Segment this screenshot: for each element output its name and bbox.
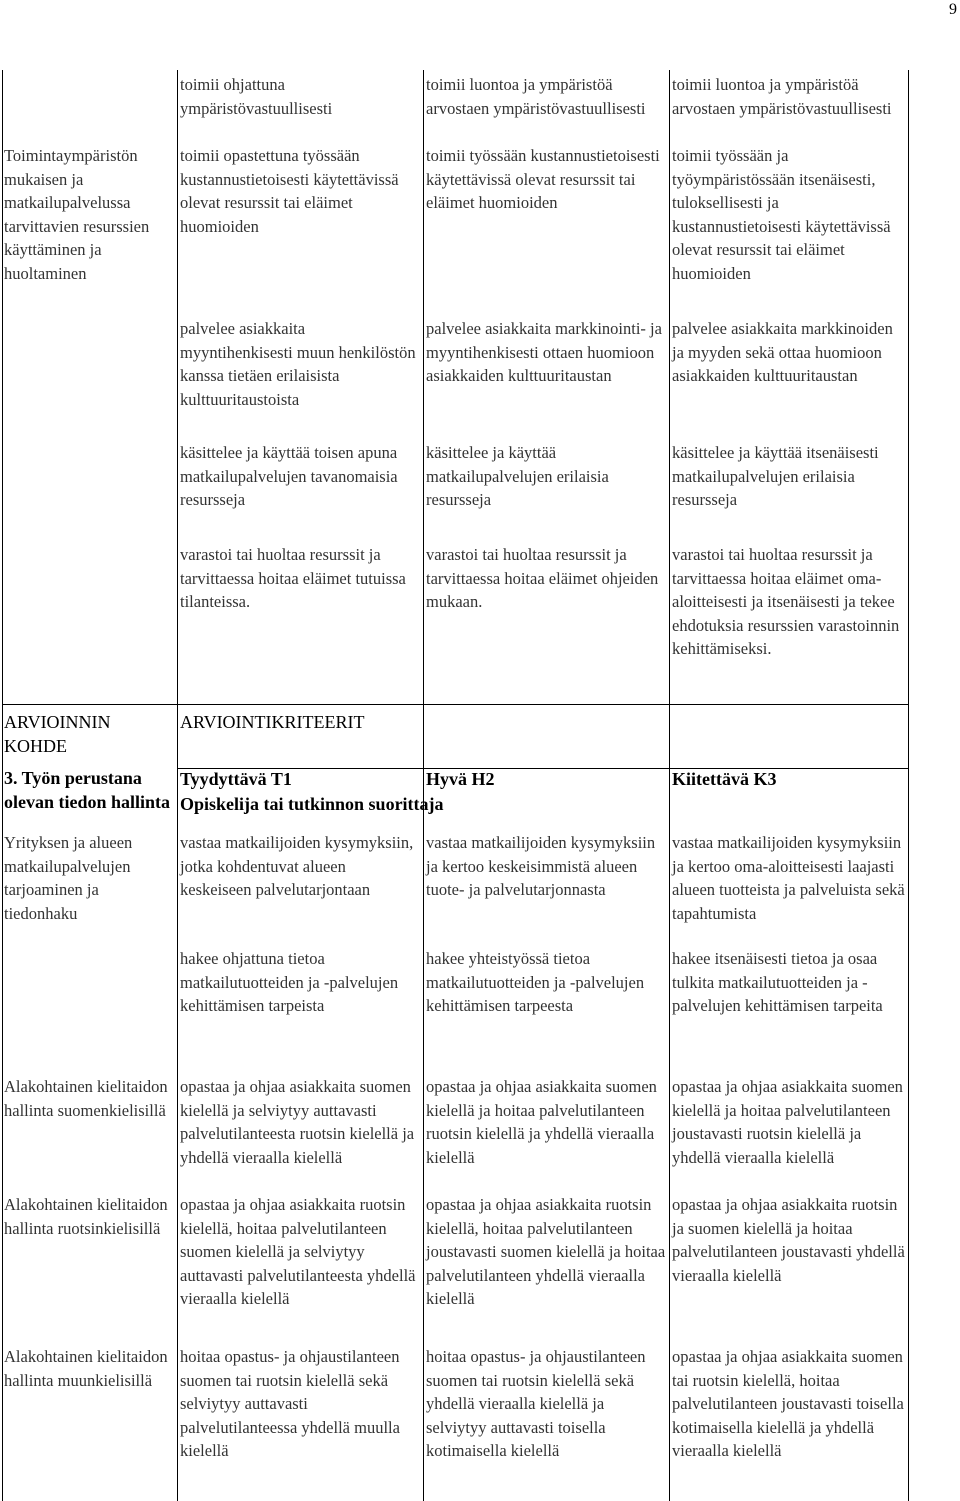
grade-h2-heading: Hyvä H2: [426, 769, 495, 789]
table-border-right: [908, 70, 909, 1501]
upper-h2-item: palvelee asiakkaita markkinointi- ja myyntihenkisesti ottaen huomioon asiakkaiden kulttuuritaustan: [426, 319, 662, 386]
assessment-table: [2, 70, 960, 1501]
divider-upper-end: [2, 704, 909, 705]
lower-k3-item: opastaa ja ohjaa asiakkaita ruotsin ja suomen kielellä ja hoitaa palvelutilanteen joustavasti yhdellä vieraalla kielellä: [672, 1195, 905, 1285]
lower-t1-item: opastaa ja ohjaa asiakkaita suomen kielellä ja selviytyy auttavasti palvelutilanteesta ruotsin kielellä ja yhdellä vieraalla kielellä: [180, 1077, 415, 1167]
lower-k3-item: opastaa ja ohjaa asiakkaita suomen kielellä ja hoitaa palvelutilanteen joustavasti ruotsin kielellä ja yhdellä vieraalla kielellä: [672, 1077, 903, 1167]
lower-h2-item: hoitaa opastus- ja ohjaustilanteen suomen tai ruotsin kielellä sekä yhdellä vieraalla kielellä ja selviytyy auttavasti toisella kotimaisella kielellä: [426, 1347, 646, 1461]
upper-h2-item: käsittelee ja käyttää matkailupalvelujen erilaisia resursseja: [426, 443, 609, 510]
column-divider-label: [177, 70, 178, 1501]
lower-k3-item: opastaa ja ohjaa asiakkaita suomen tai ruotsin kielellä, hoitaa palvelutilanteen joustavasti toisella kotimaisella kielellä ja yhdellä vieraalla kielellä: [672, 1347, 904, 1461]
lower-h2-item: opastaa ja ohjaa asiakkaita suomen kielellä ja hoitaa palvelutilanteen ruotsin kielellä ja yhdellä vieraalla kielellä: [426, 1077, 657, 1167]
lower-k3-item: hakee itsenäisesti tietoa ja osaa tulkita matkailutuotteiden ja -palvelujen kehittämisen tarpeita: [672, 949, 883, 1016]
column-divider-h2: [669, 70, 670, 1501]
upper-row-label: Toimintaympäristön mukaisen ja matkailupalvelussa tarvittavien resurssien käyttäminen ja huoltaminen: [4, 146, 150, 283]
upper-t1-item: toimii ohjattuna ympäristövastuullisesti: [180, 75, 333, 118]
upper-t1-item: käsittelee ja käyttää toisen apuna matkailupalvelujen tavanomaisia resursseja: [180, 443, 398, 510]
lower-row-label: Yrityksen ja alueen matkailupalvelujen tarjoaminen ja tiedonhaku: [4, 833, 133, 923]
upper-h2-item: toimii luontoa ja ympäristöä arvostaen ympäristövastuullisesti: [426, 75, 646, 118]
lower-h2-item: vastaa matkailijoiden kysymyksiin ja kertoo keskeisimmistä alueen tuote- ja palvelutarjonnasta: [426, 833, 656, 900]
grade-t1-heading: Tyydyttävä T1: [180, 769, 292, 789]
lower-t1-item: vastaa matkailijoiden kysymyksiin, jotka kohdentuvat alueen keskeiseen palvelutarjontaan: [180, 833, 414, 900]
upper-k3-item: käsittelee ja käyttää itsenäisesti matkailupalvelujen erilaisia resursseja: [672, 443, 879, 510]
upper-t1-item: palvelee asiakkaita myyntihenkisesti muun henkilöstön kanssa tietäen erilaisista kulttuuritaustoista: [180, 319, 416, 409]
lower-t1-item: hoitaa opastus- ja ohjaustilanteen suomen tai ruotsin kielellä sekä selviytyy auttavasti palvelutilanteessa yhdellä muulla kielellä: [180, 1347, 400, 1461]
section-title: 3. Työn perustana olevan tiedon hallinta: [4, 768, 171, 812]
lower-t1-item: opastaa ja ohjaa asiakkaita ruotsin kielellä, hoitaa palvelutilanteen suomen kielellä ja selviytyy auttavasti palvelutilanteesta yhdellä vieraalla kielellä: [180, 1195, 416, 1309]
lower-t1-item: hakee ohjattuna tietoa matkailutuotteiden ja -palvelujen kehittämisen tarpeista: [180, 949, 399, 1016]
lower-row-label: Alakohtainen kielitaidon hallinta suomenkielisillä: [4, 1077, 168, 1120]
lower-h2-item: opastaa ja ohjaa asiakkaita ruotsin kielellä, hoitaa palvelutilanteen joustavasti suomen kielellä ja hoitaa palvelutilanteen yhdellä vieraalla kielellä: [426, 1195, 666, 1309]
column-divider-t1: [423, 70, 424, 1501]
lower-row-label: Alakohtainen kielitaidon hallinta muunkielisillä: [4, 1347, 168, 1390]
table-border-left: [2, 70, 3, 1501]
lower-k3-item: vastaa matkailijoiden kysymyksiin ja kertoo oma-aloitteisesti laajasti alueen tuotteista ja palveluista sekä tapahtumista: [672, 833, 905, 923]
lower-row-label: Alakohtainen kielitaidon hallinta ruotsinkielisillä: [4, 1195, 168, 1238]
assessment-criteria-label: ARVIOINTIKRITEERIT: [180, 712, 365, 732]
grade-k3-heading: Kiitettävä K3: [672, 769, 777, 789]
lower-h2-item: hakee yhteistyössä tietoa matkailutuotteiden ja -palvelujen kehittämisen tarpeesta: [426, 949, 645, 1016]
upper-h2-item: toimii työssään kustannustietoisesti käytettävissä olevat resurssit tai eläimet huomioiden: [426, 146, 660, 213]
upper-k3-item: toimii luontoa ja ympäristöä arvostaen ympäristövastuullisesti: [672, 75, 892, 118]
upper-t1-item: varastoi tai huoltaa resurssit ja tarvittaessa hoitaa eläimet tutuissa tilanteissa.: [180, 545, 406, 612]
upper-h2-item: varastoi tai huoltaa resurssit ja tarvittaessa hoitaa eläimet ohjeiden mukaan.: [426, 545, 659, 612]
upper-k3-item: varastoi tai huoltaa resurssit ja tarvittaessa hoitaa eläimet oma-aloitteisesti ja itsenäisesti ja tekee ehdotuksia resurssien varastoinnin kehittämiseksi.: [672, 545, 900, 659]
assessment-target-label: ARVIOINNIN KOHDE: [4, 712, 111, 756]
upper-t1-item: toimii opastettuna työssään kustannustietoisesti käytettävissä olevat resurssit tai eläimet huomioiden: [180, 146, 399, 236]
upper-k3-item: palvelee asiakkaita markkinoiden ja myyden sekä ottaa huomioon asiakkaiden kulttuuritaustan: [672, 319, 893, 386]
subject-heading: Opiskelija tai tutkinnon suorittaja: [180, 794, 444, 814]
page-number: 9: [949, 1, 957, 18]
upper-k3-item: toimii työssään ja työympäristössään itsenäisesti, tuloksellisesti ja kustannustietoisesti käytettävissä olevat resurssit tai eläimet huomioiden: [672, 146, 891, 283]
